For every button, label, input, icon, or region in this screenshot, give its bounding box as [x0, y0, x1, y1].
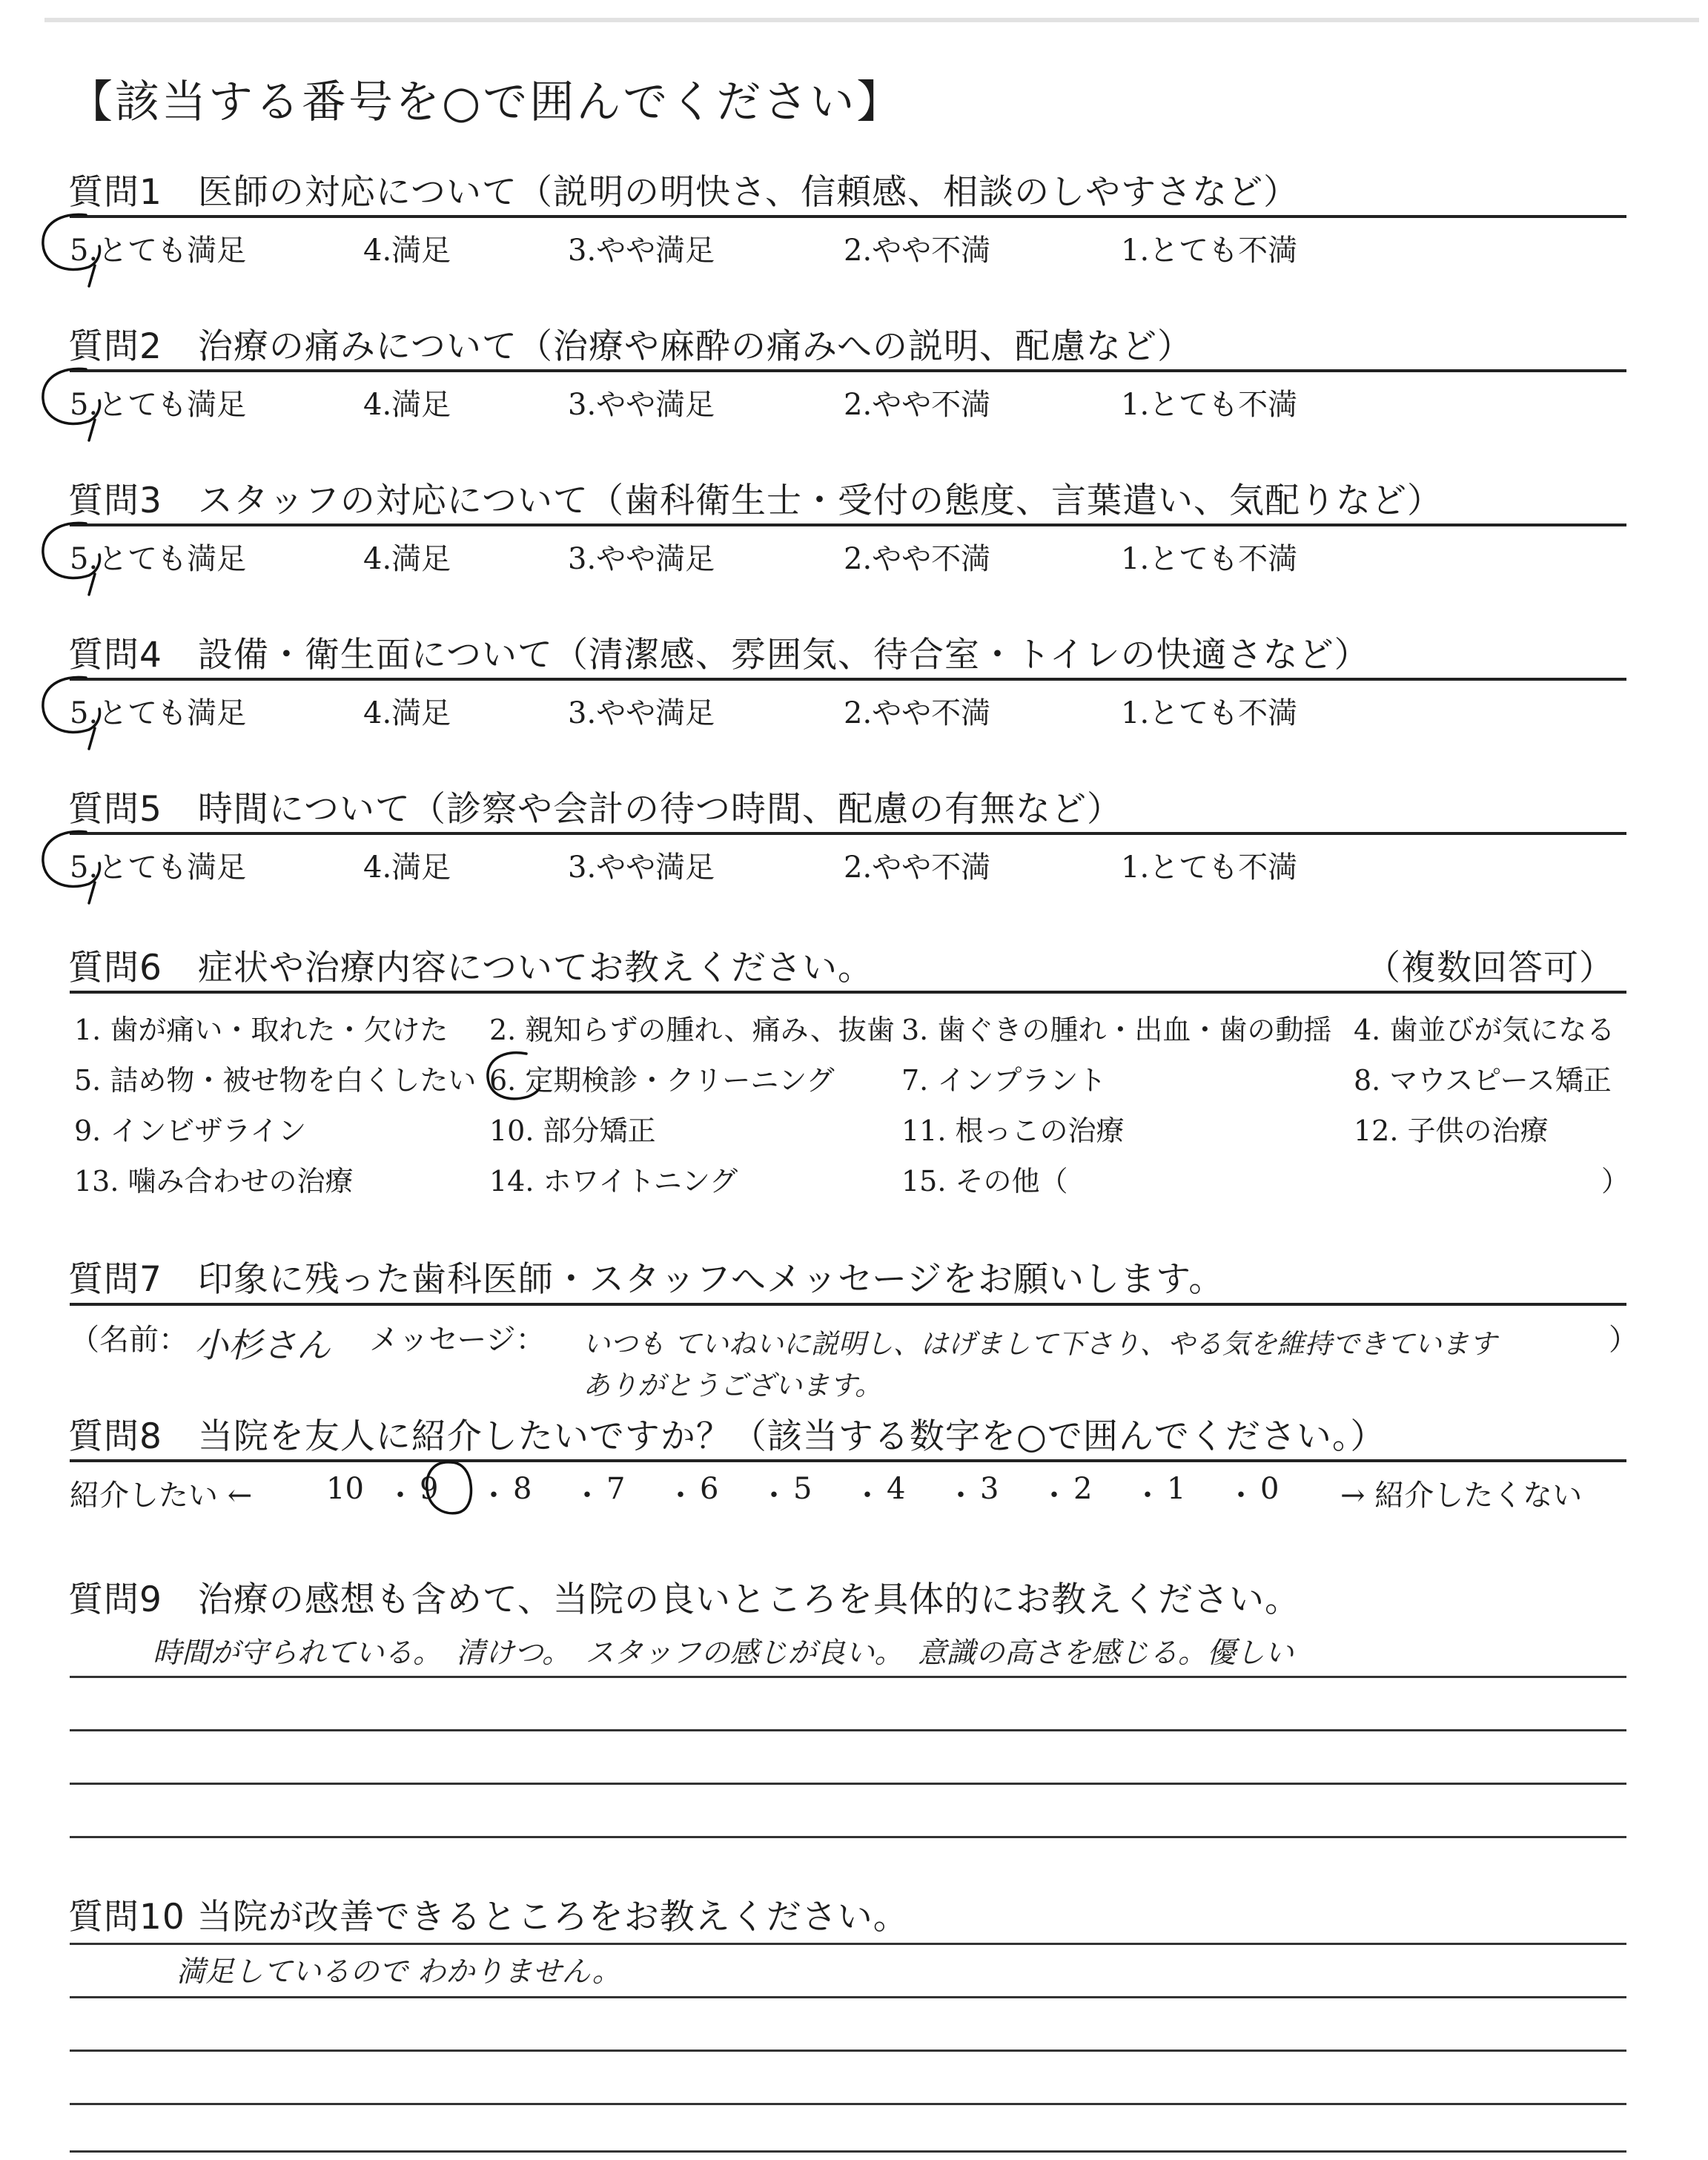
q8-scale-4: 4 [887, 1472, 906, 1506]
q7-rule [70, 1303, 1626, 1306]
q2-rule [70, 369, 1626, 372]
q3-selected-circle [34, 518, 116, 599]
q10-line-1 [70, 1943, 1626, 1945]
q5-title: 質問5 時間について（診察や会計の待つ時間、配慮の有無など） [68, 789, 1122, 830]
q5-option-4: 4.満足 [363, 851, 451, 885]
q8-scale-separator: ・ [385, 1479, 415, 1513]
q8-scale-3: 3 [980, 1472, 999, 1506]
q6-item-2: 2. 親知らずの腫れ、痛み、抜歯 [489, 1014, 895, 1046]
q8-scale-separator: ・ [479, 1479, 509, 1513]
q1-title: 質問1 医師の対応について（説明の明快さ、信頼感、相談のしやすさなど） [68, 172, 1300, 213]
q7-name-label: （名前： [70, 1323, 188, 1357]
q5-option-1: 1.とても不満 [1121, 851, 1298, 885]
q7-title: 質問7 印象に残った歯科医師・スタッフへメッセージをお願いします。 [68, 1259, 1225, 1300]
q5-option-2: 2.やや不満 [844, 851, 991, 885]
q3-option-3: 3.やや満足 [568, 542, 715, 576]
q10-title: 質問10 当院が改善できるところをお教えください。 [68, 1897, 909, 1938]
q6-title: 質問6 症状や治療内容についてお教えください。 [68, 948, 873, 988]
q8-scale-separator: ・ [666, 1479, 695, 1513]
q8-rule [70, 1459, 1626, 1462]
q4-option-5: 5.とても満足 [70, 696, 247, 730]
q8-title: 質問8 当院を友人に紹介したいですか？（該当する数字を○で囲んでください。） [68, 1416, 1386, 1457]
q1-option-1: 1.とても不満 [1121, 234, 1298, 268]
q8-left-label: 紹介したい ← [70, 1479, 253, 1513]
q8-scale-6: 6 [700, 1472, 719, 1506]
q4-option-2: 2.やや不満 [844, 696, 991, 730]
q1-option-2: 2.やや不満 [844, 234, 991, 268]
q6-item-5: 5. 詰め物・被せ物を白くしたい [74, 1064, 477, 1097]
q7-close: ） [1609, 1323, 1638, 1357]
q4-option-1: 1.とても不満 [1121, 696, 1298, 730]
q7-message-line1: いつも ていねいに説明し、はげまして下さり、やる気を維持できています [583, 1328, 1497, 1360]
q1-option-4: 4.満足 [363, 234, 451, 268]
q8-right-label: → 紹介したくない [1340, 1479, 1583, 1513]
q4-option-3: 3.やや満足 [568, 696, 715, 730]
q8-selected-circle [421, 1458, 476, 1519]
q1-option-3: 3.やや満足 [568, 234, 715, 268]
q10-line-4 [70, 2103, 1626, 2105]
q4-rule [70, 678, 1626, 681]
q1-selected-circle [34, 209, 116, 291]
q3-rule [70, 524, 1626, 526]
q6-item-6: 6. 定期検診・クリーニング [489, 1064, 835, 1097]
q8-scale-1: 1 [1167, 1472, 1186, 1506]
q6-item-8: 8. マウスピース矯正 [1354, 1064, 1612, 1097]
q2-option-4: 4.満足 [363, 388, 451, 422]
q9-line-2 [70, 1729, 1626, 1731]
q6-selected-circle [482, 1049, 549, 1107]
q2-title: 質問2 治療の痛みについて（治療や麻酔の痛みへの説明、配慮など） [68, 326, 1194, 367]
q2-option-3: 3.やや満足 [568, 388, 715, 422]
q7-message-line2: ありがとうございます。 [583, 1370, 883, 1401]
page-header: 【該当する番号を○で囲んでください】 [68, 76, 904, 128]
q3-option-5: 5.とても満足 [70, 542, 247, 576]
q8-scale-0: 0 [1260, 1472, 1280, 1506]
q9-line-3 [70, 1783, 1626, 1785]
q8-scale-separator: ・ [759, 1479, 789, 1513]
q3-option-2: 2.やや不満 [844, 542, 991, 576]
q9-line-1 [70, 1676, 1626, 1678]
q7-name-value: 小杉さん [194, 1325, 331, 1365]
q6-item-16: ） [1601, 1165, 1630, 1198]
q8-scale-separator: ・ [1226, 1479, 1256, 1513]
q6-item-13: 13. 噛み合わせの治療 [74, 1165, 354, 1198]
q6-item-15: 15. その他（ [901, 1165, 1068, 1198]
q8-scale-2: 2 [1073, 1472, 1093, 1506]
q8-scale-5: 5 [793, 1472, 812, 1506]
q6-item-12: 12. 子供の治療 [1354, 1114, 1549, 1147]
q8-scale-separator: ・ [1133, 1479, 1162, 1513]
q3-option-4: 4.満足 [363, 542, 451, 576]
q4-selected-circle [34, 672, 116, 753]
scan-top-edge [44, 18, 1699, 22]
q6-item-3: 3. 歯ぐきの腫れ・出血・歯の動揺 [901, 1014, 1332, 1046]
q6-note: （複数回答可） [1366, 948, 1615, 988]
q8-scale-9: 9 [420, 1472, 439, 1506]
q8-scale-separator: ・ [572, 1479, 602, 1513]
q5-rule [70, 832, 1626, 835]
q6-item-4: 4. 歯並びが気になる [1354, 1014, 1615, 1046]
q6-item-10: 10. 部分矯正 [489, 1114, 656, 1147]
q10-line-3 [70, 2050, 1626, 2052]
q5-option-3: 3.やや満足 [568, 851, 715, 885]
q10-answer: 満足しているので わかりません。 [176, 1955, 621, 1989]
q10-line-2 [70, 1996, 1626, 1998]
q8-scale-10: 10 [326, 1472, 364, 1506]
q6-item-11: 11. 根っこの治療 [901, 1114, 1125, 1147]
q9-answer: 時間が守られている。 清けつ。 スタッフの感じが良い。 意識の高さを感じる。優しい [153, 1636, 1294, 1670]
q1-option-5: 5.とても満足 [70, 234, 247, 268]
q4-option-4: 4.満足 [363, 696, 451, 730]
q9-title: 質問9 治療の感想も含めて、当院の良いところを具体的にお教えください。 [68, 1579, 1300, 1620]
q6-item-7: 7. インプラント [901, 1064, 1107, 1097]
q2-option-2: 2.やや不満 [844, 388, 991, 422]
q9-line-4 [70, 1836, 1626, 1838]
q5-selected-circle [34, 826, 116, 908]
q8-scale-separator: ・ [946, 1479, 976, 1513]
q8-scale-8: 8 [513, 1472, 532, 1506]
q3-title: 質問3 スタッフの対応について（歯科衛生士・受付の態度、言葉遣い、気配りなど） [68, 480, 1443, 521]
q1-rule [70, 215, 1626, 218]
q2-option-1: 1.とても不満 [1121, 388, 1298, 422]
q8-scale-separator: ・ [853, 1479, 882, 1513]
q4-title: 質問4 設備・衛生面について（清潔感、雰囲気、待合室・トイレの快適さなど） [68, 635, 1370, 676]
q6-item-9: 9. インビザライン [74, 1114, 307, 1147]
q6-item-14: 14. ホワイトニング [489, 1165, 738, 1198]
q8-scale-7: 7 [606, 1472, 626, 1506]
q2-selected-circle [34, 363, 116, 445]
q7-message-label: メッセージ： [369, 1323, 546, 1357]
q3-option-1: 1.とても不満 [1121, 542, 1298, 576]
q2-option-5: 5.とても満足 [70, 388, 247, 422]
q6-rule [70, 991, 1626, 994]
q10-line-5 [70, 2150, 1626, 2153]
q8-scale-separator: ・ [1039, 1479, 1069, 1513]
q6-item-1: 1. 歯が痛い・取れた・欠けた [74, 1014, 448, 1046]
q5-option-5: 5.とても満足 [70, 851, 247, 885]
